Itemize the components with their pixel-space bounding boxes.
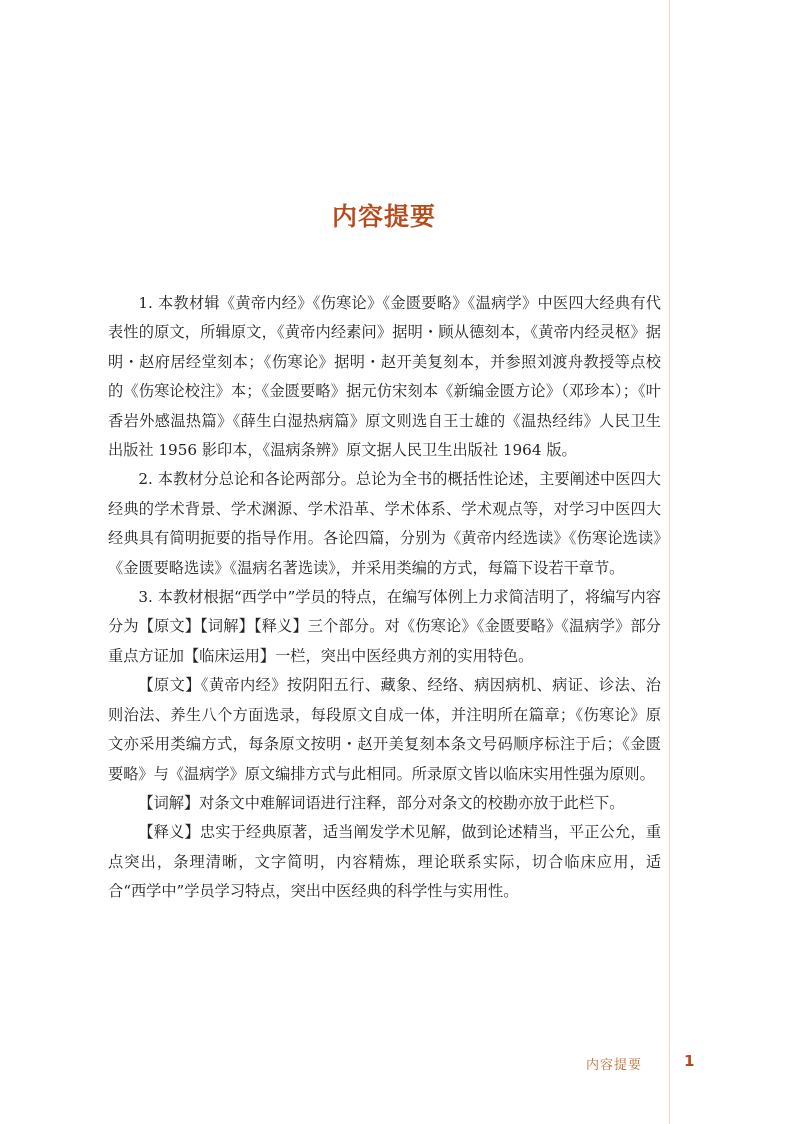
page-title: 内容提要 [331,202,436,231]
running-footer: 内容提要 [586,1058,643,1073]
paragraph-word-explanation: 【词解】对条文中难解词语进行注释，部分对条文的校勘亦放于此栏下。 [138,793,625,812]
summary-body [108,289,661,907]
paragraph-3: 3. 本教材根据“西学中”学员的特点，在编写体例上力求简洁明了，将编写内容分为【原文】【词解】【释义】三个部分。对《伤寒论》《金匮要略》《温病学》部分重点方证加【临床运用】一栏，突出中医经典方剂的实用特色。 [108,588,661,665]
page-margin-rule [669,0,670,1124]
paragraph-original-text: 【原文】《黄帝内经》按阴阳五行、藏象、经络、病因病机、病证、诊法、治则治法、养生八个方面选录，每段原文自成一体，并注明所在篇章；《伤寒论》原文亦采用类编方式，每条原文按明・赵开美复刻本条文号码顺序标注于后；《金匮要略》与《温病学》原文编排方式与此相同。所录原文皆以临床实用性强为原则。 [108,676,661,783]
paragraph-interpretation: 【释义】忠实于经典原著，适当阐发学术见解，做到论述精当，平正公允，重点突出，条理清晰，文字简明，内容精炼，理论联系实际，切合临床应用，适合“西学中”学员学习特点，突出中医经典的科学性与实用性。 [108,823,661,901]
paragraph-1: 1. 本教材辑《黄帝内经》《伤寒论》《金匮要略》《温病学》中医四大经典有代表性的原文，所辑原文，《黄帝内经素问》据明・顾从德刻本，《黄帝内经灵枢》据明・赵府居经堂刻本；《伤寒论》据明・赵开美复刻本，并参照刘渡舟教授等点校的《伤寒论校注》本；《金匮要略》据元仿宋刻本《新编金匮方论》（邓珍本）；《叶香岩外感温热篇》《薛生白湿热病篇》原文则选自王士雄的《温热经纬》人民卫生出版社 1956 影印本，《温病条辨》原文据人民卫生出版社 1964 版。 [108,294,661,460]
paragraph-2: 2. 本教材分总论和各论两部分。总论为全书的概括性论述，主要阐述中医四大经典的学术背景、学术渊源、学术沿革、学术体系、学术观点等，对学习中医四大经典具有简明扼要的指导作用。各论四篇，分别为《黄帝内经选读》《伤寒论选读》《金匮要略选读》《温病名著选读》，并采用类编的方式，每篇下设若干章节。 [108,470,661,577]
page-number: 1 [684,1052,695,1070]
